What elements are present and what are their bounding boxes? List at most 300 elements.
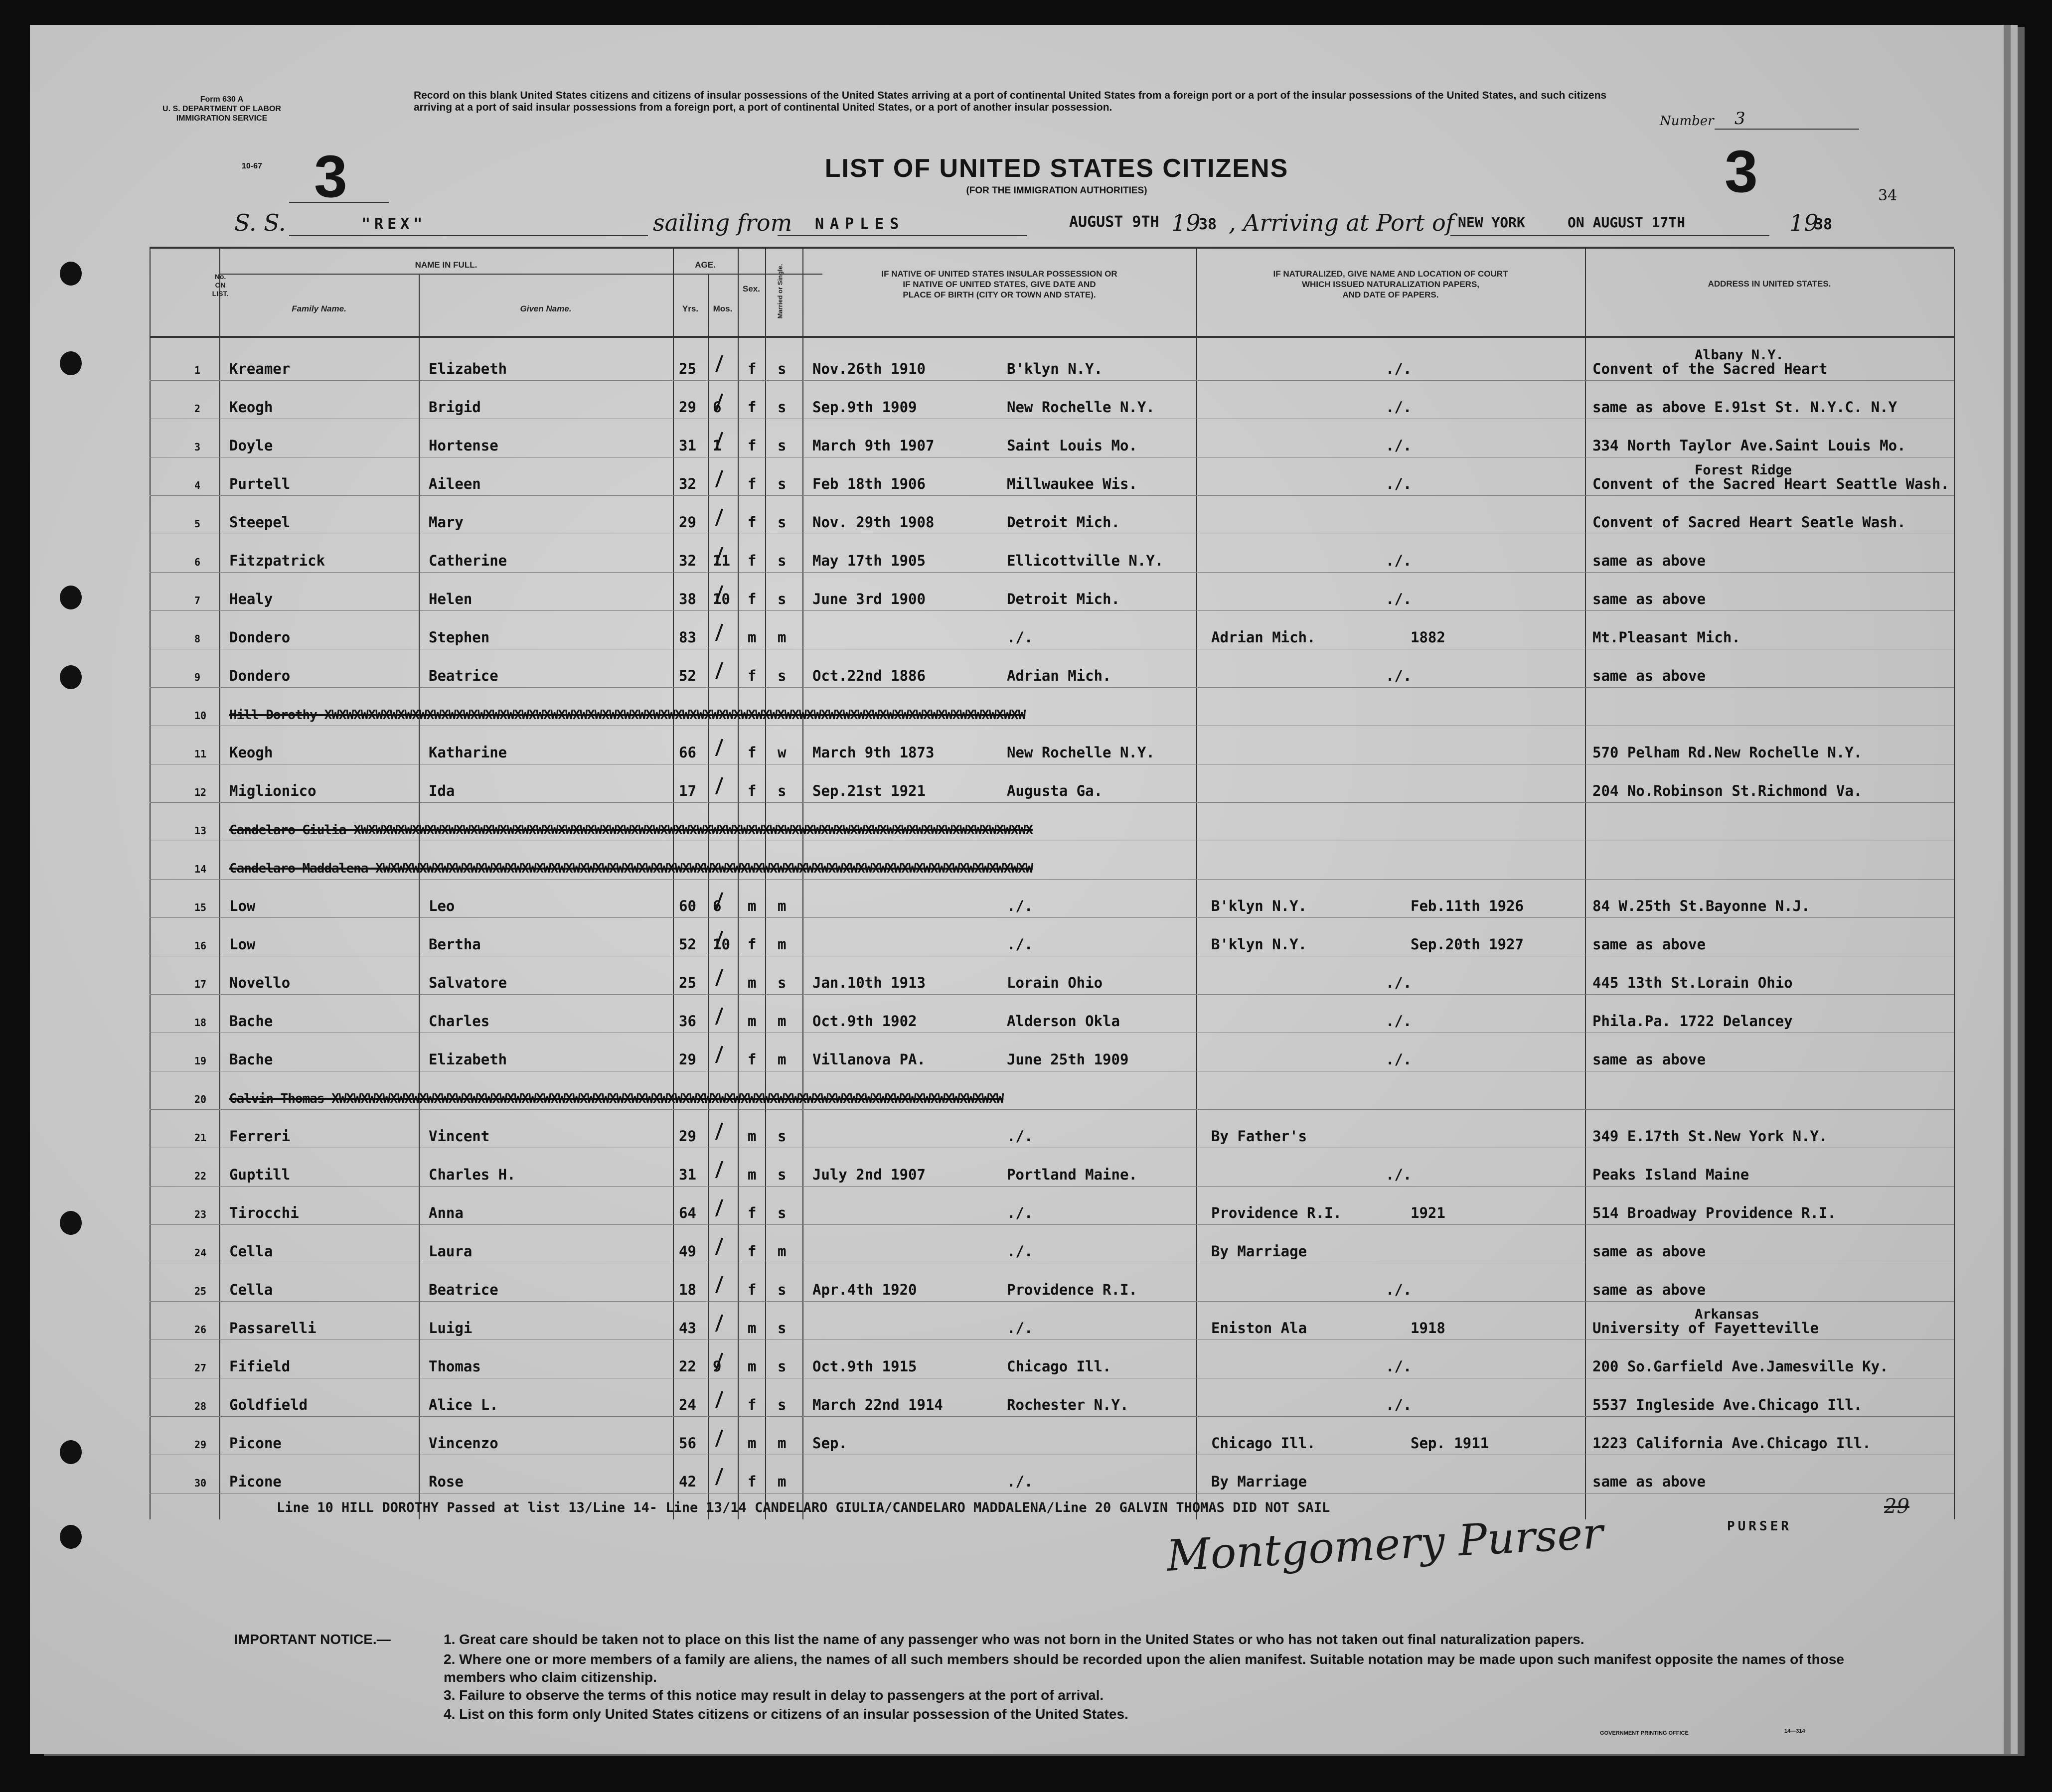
birth-place: Adrian Mich. <box>1007 667 1111 684</box>
check-mark <box>707 1238 723 1255</box>
marital-status: s <box>778 399 787 416</box>
naturalization-mark: ./. <box>1386 1166 1412 1183</box>
row-number: 13 <box>194 825 207 837</box>
check-mark <box>707 1391 723 1408</box>
naturalization-place: Adrian Mich. <box>1211 629 1316 646</box>
address: Phila.Pa. 1722 Delancey <box>1592 1013 1793 1030</box>
table-body <box>150 336 1954 1519</box>
punch-hole <box>60 586 82 609</box>
struck-entry: Hill Dorothy XWXWXWXWXWXWXWXWXWXWXWXWXWXWXWXWXWXWXWXWXWXWXWXWXWXWXWXWXWXWXWXWXWXWXWXWXWXWXWXWXWXWXWXWXWXWXWXW <box>229 708 1026 723</box>
sex: m <box>748 974 757 991</box>
age-months: 10 <box>713 936 730 953</box>
sex: f <box>748 437 757 454</box>
address: 1223 California Ave.Chicago Ill. <box>1592 1435 1871 1452</box>
birth-place: ./. <box>1007 1320 1033 1337</box>
naturalization-place: Chicago Ill. <box>1211 1435 1316 1452</box>
given-name: Helen <box>429 591 473 607</box>
birth-date: Sep.9th 1909 <box>812 399 917 416</box>
row-rule <box>150 1301 1954 1302</box>
naturalization-mark: ./. <box>1386 591 1412 607</box>
col-name: NAME IN FULL. <box>415 260 477 270</box>
row-rule <box>150 1224 1954 1225</box>
underline <box>1450 235 1769 236</box>
sex: f <box>748 936 757 953</box>
marital-status: s <box>778 667 787 684</box>
check-mark <box>707 509 723 526</box>
sex: f <box>748 667 757 684</box>
sex: f <box>748 1281 757 1298</box>
naturalization-mark: ./. <box>1386 475 1412 492</box>
row-rule <box>150 572 1954 573</box>
address: same as above <box>1592 591 1706 607</box>
naturalization-place: Eniston Ala <box>1211 1320 1307 1337</box>
naturalization-mark: ./. <box>1386 1281 1412 1298</box>
manifest-sheet <box>30 25 2011 1754</box>
year-prefix: 19 <box>1171 209 1201 236</box>
check-mark <box>707 662 723 679</box>
notice-item-2: 2. Where one or more members of a family are aliens, the names of all such members should be recorded upon the alien manifest. Suitable notation may be made upon such manifest opposite the names of those members who claim citizenship. <box>444 1651 1844 1685</box>
naturalization-place: B'klyn N.Y. <box>1211 936 1307 953</box>
row-number: 16 <box>194 940 207 952</box>
birth-place: New Rochelle N.Y. <box>1007 399 1155 416</box>
address: 84 W.25th St.Bayonne N.J. <box>1592 897 1810 914</box>
birth-date: Oct.9th 1902 <box>812 1013 917 1030</box>
marital-status: s <box>778 514 787 531</box>
given-name: Aileen <box>429 475 481 492</box>
check-mark <box>707 1430 723 1447</box>
family-name: Passarelli <box>229 1320 316 1337</box>
given-name: Leo <box>429 897 455 914</box>
age-months: 6 <box>713 897 722 914</box>
margin-mark: 10-67 <box>242 162 262 170</box>
row-rule <box>150 994 1954 995</box>
row-number: 2 <box>194 403 201 415</box>
given-name: Luigi <box>429 1320 473 1337</box>
family-name: Cella <box>229 1243 273 1260</box>
birth-place: Detroit Mich. <box>1007 514 1120 531</box>
sailing-label: sailing from <box>653 209 792 236</box>
age-years: 32 <box>679 552 696 569</box>
birth-place: ./. <box>1007 1473 1033 1490</box>
birth-place: Chicago Ill. <box>1007 1358 1111 1375</box>
sex: f <box>748 1473 757 1490</box>
address: 200 So.Garfield Ave.Jamesville Ky. <box>1592 1358 1889 1375</box>
page-subtitle: (FOR THE IMMIGRATION AUTHORITIES) <box>966 185 1147 196</box>
address: same as above E.91st St. N.Y.C. N.Y <box>1592 399 1897 416</box>
birth-date: March 9th 1873 <box>812 744 935 761</box>
col-no: No. ON LIST. <box>212 273 229 298</box>
check-mark <box>707 1123 723 1140</box>
col-yrs: Yrs. <box>682 304 699 313</box>
family-name: Keogh <box>229 744 273 761</box>
age-years: 43 <box>679 1320 696 1337</box>
col-family: Family Name. <box>292 304 346 313</box>
row-number: 6 <box>194 556 201 568</box>
given-name: Mary <box>429 514 464 531</box>
given-name: Alice L. <box>429 1396 498 1413</box>
age-years: 29 <box>679 1051 696 1068</box>
age-years: 83 <box>679 629 696 646</box>
family-name: Fifield <box>229 1358 291 1375</box>
marital-status: s <box>778 591 787 607</box>
marital-status: m <box>778 1243 787 1260</box>
age-years: 64 <box>679 1204 696 1221</box>
birth-date: Nov. 29th 1908 <box>812 514 935 531</box>
sex: m <box>748 1435 757 1452</box>
row-number: 7 <box>194 595 201 606</box>
sex: f <box>748 360 757 377</box>
age-years: 38 <box>679 591 696 607</box>
family-name: Goldfield <box>229 1396 308 1413</box>
row-rule <box>150 495 1954 496</box>
family-name: Bache <box>229 1013 273 1030</box>
birth-date: Villanova PA. <box>812 1051 926 1068</box>
marital-status: s <box>778 437 787 454</box>
address: same as above <box>1592 936 1706 953</box>
family-name: Novello <box>229 974 291 991</box>
row-number: 8 <box>194 633 201 645</box>
check-mark <box>707 739 723 756</box>
given-name: Charles H. <box>429 1166 516 1183</box>
birth-date: Oct.22nd 1886 <box>812 667 926 684</box>
row-number: 24 <box>194 1247 207 1259</box>
corner-number: 29 <box>1884 1495 1909 1518</box>
row-number: 22 <box>194 1170 207 1182</box>
sex: f <box>748 782 757 799</box>
check-mark <box>707 777 723 794</box>
naturalization-mark: ./. <box>1386 1358 1412 1375</box>
age-years: 60 <box>679 897 696 914</box>
naturalization-date: 1921 <box>1411 1204 1445 1221</box>
row-rule <box>150 687 1954 688</box>
birth-date: March 9th 1907 <box>812 437 935 454</box>
birth-date: July 2nd 1907 <box>812 1166 926 1183</box>
sex: m <box>748 1128 757 1145</box>
sex: m <box>748 629 757 646</box>
birth-place: Millwaukee Wis. <box>1007 475 1137 492</box>
address: Convent of the Sacred Heart Seattle Wash. <box>1592 475 1949 492</box>
punch-hole <box>60 1525 82 1549</box>
row-number: 20 <box>194 1093 207 1105</box>
row-number: 4 <box>194 479 201 491</box>
ss-label: S. S. <box>234 209 286 236</box>
birth-date: Oct.9th 1915 <box>812 1358 917 1375</box>
marital-status: s <box>778 1358 787 1375</box>
given-name: Bertha <box>429 936 481 953</box>
col-given: Given Name. <box>520 304 572 313</box>
port-arrival: NEW YORK <box>1458 214 1525 231</box>
address: same as above <box>1592 1051 1706 1068</box>
marital-status: s <box>778 782 787 799</box>
given-name: Charles <box>429 1013 490 1030</box>
age-months: 11 <box>713 552 730 569</box>
birth-place: B'klyn N.Y. <box>1007 360 1103 377</box>
given-name: Elizabeth <box>429 360 507 377</box>
given-name: Rose <box>429 1473 464 1490</box>
check-mark <box>707 969 723 986</box>
birth-date: Sep.21st 1921 <box>812 782 926 799</box>
naturalization-place: By Father's <box>1211 1128 1307 1145</box>
check-mark <box>707 1199 723 1216</box>
address: 334 North Taylor Ave.Saint Louis Mo. <box>1592 437 1906 454</box>
birth-date: June 3rd 1900 <box>812 591 926 607</box>
birth-place: Rochester N.Y. <box>1007 1396 1129 1413</box>
sex: f <box>748 1051 757 1068</box>
marital-status: s <box>778 974 787 991</box>
family-name: Picone <box>229 1435 282 1452</box>
family-name: Picone <box>229 1473 282 1490</box>
col-address: ADDRESS IN UNITED STATES. <box>1708 279 1831 289</box>
naturalization-place: By Marriage <box>1211 1243 1307 1260</box>
record-note: Record on this blank United States citizens and citizens of insular possessions of the United States arriving at a port of continental United States from a foreign port or a port of the insular possessions of the United States, and such citizens arriving at a port of said insular possessions from a foreign port, a port of continental United States, or a port of another insular possession. <box>414 90 1607 113</box>
naturalization-mark: ./. <box>1386 360 1412 377</box>
family-name: Cella <box>229 1281 273 1298</box>
age-years: 29 <box>679 514 696 531</box>
birth-place: ./. <box>1007 936 1033 953</box>
marital-status: m <box>778 1435 787 1452</box>
page-title: LIST OF UNITED STATES CITIZENS <box>824 154 1289 183</box>
birth-place: Providence R.I. <box>1007 1281 1137 1298</box>
address: 5537 Ingleside Ave.Chicago Ill. <box>1592 1396 1863 1413</box>
given-name: Salvatore <box>429 974 507 991</box>
birth-date: Apr.4th 1920 <box>812 1281 917 1298</box>
birth-place: Augusta Ga. <box>1007 782 1103 799</box>
birth-place: Alderson Okla <box>1007 1013 1120 1030</box>
age-years: 17 <box>679 782 696 799</box>
birth-date: March 22nd 1914 <box>812 1396 943 1413</box>
check-mark <box>707 1161 723 1178</box>
marital-status: m <box>778 1051 787 1068</box>
naturalization-date: Sep.20th 1927 <box>1411 936 1524 953</box>
given-name: Laura <box>429 1243 473 1260</box>
age-years: 31 <box>679 437 696 454</box>
given-name: Katharine <box>429 744 507 761</box>
row-number: 29 <box>194 1439 207 1451</box>
passenger-table <box>150 247 1954 1522</box>
age-years: 42 <box>679 1473 696 1490</box>
arrival-date: ON AUGUST 17TH <box>1568 214 1686 231</box>
row-number: 21 <box>194 1132 207 1144</box>
age-years: 52 <box>679 936 696 953</box>
birth-place: ./. <box>1007 1128 1033 1145</box>
age-years: 24 <box>679 1396 696 1413</box>
form-info: Form 630 A U. S. DEPARTMENT OF LABOR IMMIGRATION SERVICE <box>162 95 281 123</box>
row-number: 5 <box>194 518 201 530</box>
marital-status: s <box>778 1204 787 1221</box>
given-name: Brigid <box>429 399 481 416</box>
sex: m <box>748 1358 757 1375</box>
birth-place: New Rochelle N.Y. <box>1007 744 1155 761</box>
family-name: Bache <box>229 1051 273 1068</box>
age-years: 49 <box>679 1243 696 1260</box>
family-name: Keogh <box>229 399 273 416</box>
notice-lead: IMPORTANT NOTICE.— <box>234 1632 391 1647</box>
naturalization-mark: ./. <box>1386 1013 1412 1030</box>
sex: f <box>748 591 757 607</box>
naturalization-place: B'klyn N.Y. <box>1211 897 1307 914</box>
row-number: 15 <box>194 901 207 913</box>
marital-status: m <box>778 1013 787 1030</box>
purser-label: PURSER <box>1727 1519 1792 1534</box>
row-number: 10 <box>194 710 207 722</box>
age-years: 32 <box>679 475 696 492</box>
year2-suffix: 38 <box>1814 216 1833 233</box>
notice-item-3: 3. Failure to observe the terms of this notice may result in delay to passengers at the port of arrival. <box>444 1687 1104 1703</box>
age-years: 18 <box>679 1281 696 1298</box>
sex: f <box>748 1243 757 1260</box>
address: Peaks Island Maine <box>1592 1166 1749 1183</box>
address: same as above <box>1592 1473 1706 1490</box>
address: Mt.Pleasant Mich. <box>1592 629 1740 646</box>
marital-status: m <box>778 629 787 646</box>
family-name: Low <box>229 897 256 914</box>
printer-mark: GOVERNMENT PRINTING OFFICE <box>1600 1730 1689 1736</box>
age-years: 29 <box>679 399 696 416</box>
birth-place: ./. <box>1007 1204 1033 1221</box>
row-number: 11 <box>194 748 207 760</box>
sex: m <box>748 1320 757 1337</box>
age-years: 36 <box>679 1013 696 1030</box>
birth-place: June 25th 1909 <box>1007 1051 1129 1068</box>
address-line-2: Forest Ridge <box>1695 462 1792 478</box>
address: 445 13th St.Lorain Ohio <box>1592 974 1793 991</box>
sex: f <box>748 744 757 761</box>
marital-status: s <box>778 1396 787 1413</box>
row-rule <box>150 879 1954 880</box>
number-value: 3 <box>1735 109 1745 129</box>
given-name: Beatrice <box>429 667 498 684</box>
family-name: Dondero <box>229 629 291 646</box>
marital-status: m <box>778 936 787 953</box>
col-age: AGE. <box>695 260 716 270</box>
sex: f <box>748 1204 757 1221</box>
age-years: 25 <box>679 974 696 991</box>
row-number: 14 <box>194 863 207 875</box>
birth-place: Saint Louis Mo. <box>1007 437 1137 454</box>
row-number: 23 <box>194 1208 207 1220</box>
marital-status: m <box>778 897 787 914</box>
birth-date: Nov.26th 1910 <box>812 360 926 377</box>
family-name: Healy <box>229 591 273 607</box>
age-years: 56 <box>679 1435 696 1452</box>
birth-date: May 17th 1905 <box>812 552 926 569</box>
naturalization-mark: ./. <box>1386 974 1412 991</box>
underline <box>289 235 648 236</box>
marital-status: s <box>778 1166 787 1183</box>
row-rule <box>150 1416 1954 1417</box>
address: Convent of Sacred Heart Seatle Wash. <box>1592 514 1906 531</box>
marital-status: s <box>778 360 787 377</box>
sex: f <box>748 514 757 531</box>
naturalization-mark: ./. <box>1386 552 1412 569</box>
row-number: 18 <box>194 1017 207 1029</box>
family-name: Guptill <box>229 1166 291 1183</box>
age-years: 31 <box>679 1166 696 1183</box>
naturalization-mark: ./. <box>1386 667 1412 684</box>
family-name: Dondero <box>229 667 291 684</box>
row-number: 3 <box>194 441 201 453</box>
marital-status: s <box>778 1281 787 1298</box>
given-name: Beatrice <box>429 1281 498 1298</box>
naturalization-mark: ./. <box>1386 437 1412 454</box>
birth-date: Feb 18th 1906 <box>812 475 926 492</box>
row-number: 26 <box>194 1324 207 1336</box>
given-name: Ida <box>429 782 455 799</box>
check-mark <box>707 1276 723 1293</box>
address-line-2: Albany N.Y. <box>1695 347 1784 363</box>
naturalization-place: Providence R.I. <box>1211 1204 1342 1221</box>
sex: m <box>748 1166 757 1183</box>
struck-entry: Galvin Thomas XWXWXWXWXWXWXWXWXWXWXWXWXWXWXWXWXWXWXWXWXWXWXWXWXWXWXWXWXWXWXWXWXWXWXWXWXWXWXWXWXWXWXWXWXWXW <box>229 1091 1004 1106</box>
col-mos: Mos. <box>713 304 733 313</box>
corner-mark: 34 <box>1878 187 1897 204</box>
year-suffix: 38 <box>1199 216 1217 233</box>
sex: f <box>748 399 757 416</box>
sail-date: AUGUST 9TH <box>1069 213 1159 231</box>
naturalization-mark: ./. <box>1386 1051 1412 1068</box>
address: same as above <box>1592 1243 1706 1260</box>
col-sex: Sex. <box>743 284 760 294</box>
list-number-right: 3 <box>1725 138 1758 205</box>
col-naturalization: IF NATURALIZED, GIVE NAME AND LOCATION OF COURT WHICH ISSUED NATURALIZATION PAPERS, AND DATE OF PAPERS. <box>1273 269 1508 299</box>
list-number-left: 3 <box>314 143 347 210</box>
age-years: 22 <box>679 1358 696 1375</box>
given-name: Vincent <box>429 1128 490 1145</box>
family-name: Fitzpatrick <box>229 552 325 569</box>
check-mark <box>707 1315 723 1332</box>
punch-hole <box>60 665 82 689</box>
col-birthplace: IF NATIVE OF UNITED STATES INSULAR POSSESSION OR IF NATIVE OF UNITED STATES, GIVE DATE AND PLACE OF BIRTH (CITY OR TOWN AND STATE). <box>881 269 1117 299</box>
age-years: 25 <box>679 360 696 377</box>
address: same as above <box>1592 1281 1706 1298</box>
marital-status: w <box>778 744 787 761</box>
col-married: Married or Single. <box>776 264 784 319</box>
footer-note: Line 10 HILL DOROTHY Passed at list 13/Line 14- Line 13/14 CANDELARO GIULIA/CANDELARO MADDALENA/Line 20 GALVIN THOMAS DID NOT SAIL <box>277 1500 1330 1515</box>
family-name: Ferreri <box>229 1128 291 1145</box>
birth-place: ./. <box>1007 1243 1033 1260</box>
age-years: 66 <box>679 744 696 761</box>
birth-place: Ellicottville N.Y. <box>1007 552 1164 569</box>
birth-place: Portland Maine. <box>1007 1166 1137 1183</box>
address: same as above <box>1592 552 1706 569</box>
birth-place: ./. <box>1007 897 1033 914</box>
underline <box>289 202 389 203</box>
address: University of Fayetteville <box>1592 1320 1819 1337</box>
family-name: Miglionico <box>229 782 316 799</box>
naturalization-mark: ./. <box>1386 399 1412 416</box>
marital-status: m <box>778 1473 787 1490</box>
punch-hole <box>60 262 82 286</box>
row-number: 19 <box>194 1055 207 1067</box>
family-name: Steepel <box>229 514 291 531</box>
check-mark <box>707 624 723 641</box>
row-rule <box>150 1186 1954 1187</box>
underline <box>1715 129 1859 130</box>
row-rule <box>150 1109 1954 1110</box>
sex: m <box>748 897 757 914</box>
naturalization-date: 1918 <box>1411 1320 1445 1337</box>
port-from: NAPLES <box>815 215 905 233</box>
arriving-label: , Arriving at Port of <box>1229 209 1454 236</box>
row-rule <box>150 610 1954 611</box>
marital-status: s <box>778 475 787 492</box>
punch-hole <box>60 1440 82 1464</box>
row-number: 28 <box>194 1400 207 1412</box>
check-mark <box>707 1046 723 1063</box>
row-rule <box>150 917 1954 918</box>
notice-item-4: 4. List on this form only United States citizens or citizens of an insular possession of the United States. <box>444 1706 1128 1722</box>
family-name: Purtell <box>229 475 291 492</box>
